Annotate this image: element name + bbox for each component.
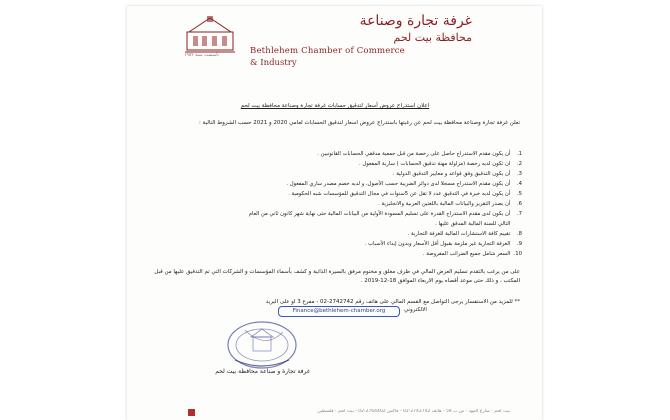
condition-number: 7.: [516, 211, 522, 217]
letterhead-english-subtitle: & Industry: [250, 58, 297, 68]
condition-text: أن يكون لدى مقدم الاستدراج القدرة على تسليم المسودة الأولية من البيانات المالية حتى نهاية شهر كانون ثاني من العام: [248, 211, 511, 217]
condition-number: 8.: [516, 231, 522, 237]
chamber-logo-icon: [185, 14, 235, 54]
intro-paragraph: تعلن غرفة تجارة وصناعة محافظة بيت لحم عن رغبتها باستدراج عروض اسعار لتدقيق الحسابات لعامي 2020 و 2021 حسب الشروط التالية :: [199, 120, 520, 126]
condition-text: أن يكون لديه خبرة في التدقيق عدد لا تقل عن 5سنوات في مجال التدقيق للمؤسسات شبه الحكومية .: [288, 191, 511, 197]
condition-number: 10.: [513, 251, 522, 257]
condition-item: [142, 241, 522, 247]
condition-item-continued: [142, 221, 522, 227]
condition-text: أن يكون مقدم الاستدراج حاصل على رخصة من قبل جمعية مدققي الحسابات القانونيين .: [317, 151, 511, 157]
condition-number: 4.: [516, 181, 522, 187]
condition-item: [142, 211, 522, 217]
condition-item: [142, 151, 522, 157]
condition-item: [142, 251, 522, 257]
condition-text: أن يكون التدقيق وفق قواعد و معايير التدقيق الدولية .: [392, 171, 511, 177]
signature-line: غرفة تجارة و صناعة محافظة بيت لحم: [215, 368, 310, 375]
contact-paragraph: ** للمزيد من الاستفسار يرجى التواصل مع القسم المالي على هاتف رقم 2742742-02 - مفرع 3 او على البريد: [265, 299, 520, 305]
condition-item: [142, 161, 522, 167]
email-link[interactable]: Finance@bethlehem-chamber.org: [278, 306, 400, 317]
condition-text: التالي للسنة المالية المدقق عليها .: [435, 221, 511, 227]
condition-item: [142, 181, 522, 187]
established-caption: تأسست سنة ١٩٥٢: [184, 53, 219, 58]
condition-item: [142, 201, 522, 207]
condition-number: 9.: [516, 241, 522, 247]
condition-item: [142, 171, 522, 177]
condition-item: [142, 231, 522, 237]
condition-item: [142, 191, 522, 197]
letterhead-arabic-subtitle: محافظة بيت لحم: [393, 31, 472, 44]
letterhead-english-title: Bethlehem Chamber of Commerce: [250, 46, 405, 56]
closing-paragraph: على من يرغب بالتقدم تسليم العرض المالي في ظرف مغلق و مختوم مرفق بالسيرة الذاتية و كشف بأسماء المؤسسات و الشركات التي تم التدقيق عليها من قبل المكتب ، و ذلك حتى موعد أقصاه يوم الاربعاء الموافق 18-12-2019 .: [154, 269, 520, 284]
condition-text: ان تكون لديه رخصة (مزاولة مهنة تدقيق الحسابات ) سارية المفعول .: [359, 161, 511, 167]
footer-address: بيت لحم - شارع المهد - ص.ب 59 - هاتف 2742742-02 - فاكس 2764402-02 - بيت لحم - فلسطين: [317, 409, 510, 414]
condition-text: الغرفة التجارية غير ملزمة بقبول أقل الأسعار وبدون إبداء الأسباب .: [364, 241, 511, 247]
condition-number: 6.: [516, 201, 522, 207]
condition-text: السعر شامل جميع الضرائب المفروضة .: [422, 251, 511, 257]
email-label: الالكتروني: [404, 307, 427, 313]
condition-number: 3.: [516, 171, 522, 177]
condition-text: أن يكون مقدم الاستدراج مسجلا لدى دوائر الضريبة حسب الأصول، و لديه خصم مصدر ساري المفعول .: [286, 181, 511, 187]
condition-number: 2.: [516, 161, 522, 167]
letterhead-arabic-title: غرفة تجارة وصناعة: [359, 13, 472, 29]
document-title: اعلان استدراج عروض أسعار لتدقيق حسابات غرفة تجارة وصناعة محافظة بيت لحم: [240, 103, 430, 109]
condition-text: أن يصدر التقرير والبيانات المالية باللغتين العربية والانجليزية .: [378, 201, 511, 207]
condition-number: 5.: [516, 191, 522, 197]
condition-text: تقييم كافة الاستشارات المالية للغرفة التجارية .: [407, 231, 511, 237]
chamber-stamp-icon: [225, 320, 300, 370]
condition-number: 1.: [516, 151, 522, 157]
